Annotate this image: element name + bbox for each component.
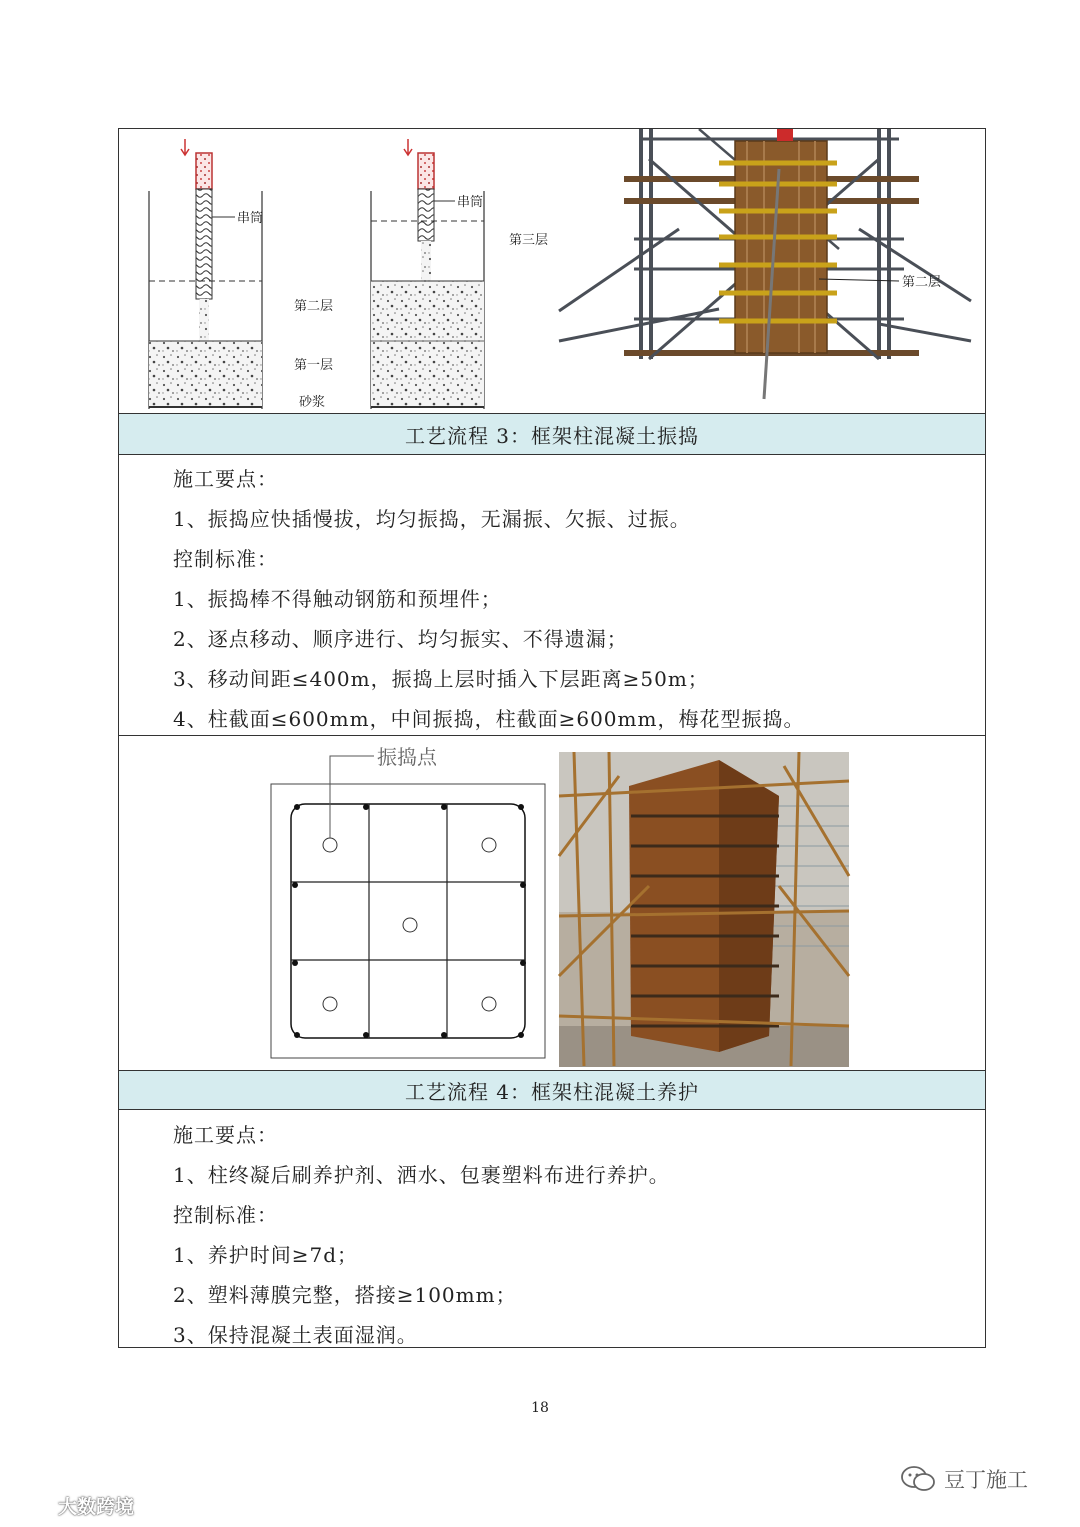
section-3-line: 4、柱截面≤600mm，中间振捣，柱截面≥600mm，梅花型振捣。 [173, 707, 805, 731]
section-4-line: 1、柱终凝后刷养护剂、洒水、包裹塑料布进行养护。 [173, 1163, 670, 1187]
watermark-right [900, 1462, 1070, 1496]
wechat-icon [900, 1464, 936, 1494]
tube-label: 串筒 [237, 211, 264, 226]
layer-three-label: 第三层 [509, 233, 549, 248]
section-4-header [119, 1071, 985, 1109]
section-3-line: 1、振捣应快插慢拔，均匀振捣，无漏振、欠振、过振。 [173, 507, 691, 531]
section-4-line: 1、养护时间≥7d； [173, 1243, 359, 1267]
section-3-line: 3、移动间距≤400m，振捣上层时插入下层距离≥50m； [173, 667, 709, 691]
section-3-line: 控制标准： [173, 547, 278, 571]
pouring-diagrams [119, 129, 985, 413]
watermark-left-text: 大数跨境 [58, 1495, 135, 1518]
section-3-line: 1、振捣棒不得触动钢筋和预埋件； [173, 587, 502, 611]
section-3-title: 工艺流程 3：框架柱混凝土振捣 [404, 423, 700, 448]
diagram-a [149, 139, 333, 410]
section-4-title: 工艺流程 4：框架柱混凝土养护 [404, 1079, 700, 1104]
document-table [118, 128, 986, 1348]
tube-label: 串筒 [457, 195, 484, 210]
arrow-down-icon [181, 139, 189, 155]
vibration-point-label: 振捣点 [377, 745, 437, 769]
section-3-content [119, 459, 985, 735]
vibration-point-figure [119, 736, 985, 1070]
section-4-line: 2、塑料薄膜完整，搭接≥100mm； [173, 1283, 517, 1307]
watermark-right-text: 豆丁施工 [944, 1468, 1028, 1492]
layer-one-label: 第一层 [294, 358, 334, 373]
diagram-b [371, 139, 548, 409]
section-3-line: 2、逐点移动、顺序进行、均匀振实、不得遗漏； [173, 627, 628, 651]
arrow-down-icon [404, 139, 412, 155]
section-4-content [119, 1115, 985, 1347]
layer-two-label: 第二层 [294, 299, 334, 314]
column-section-plan [271, 745, 545, 1058]
page-number: 18 [531, 1400, 549, 1416]
middle-figure-row [119, 736, 985, 1070]
column-formwork-photo [559, 752, 849, 1067]
brand-logo-icon [8, 1492, 52, 1518]
section-4-line: 施工要点： [173, 1123, 278, 1147]
section-3-header [119, 414, 985, 454]
watermark-left [8, 1490, 134, 1520]
photo-layer-label: 第二层 [902, 275, 942, 290]
top-figure-row [119, 129, 985, 413]
section-3-line: 施工要点： [173, 467, 278, 491]
section-4-line: 3、保持混凝土表面湿润。 [173, 1323, 418, 1347]
mortar-label: 砂浆 [299, 395, 326, 410]
section-4-line: 控制标准： [173, 1203, 278, 1227]
scaffold-formwork-illustration [559, 129, 971, 399]
